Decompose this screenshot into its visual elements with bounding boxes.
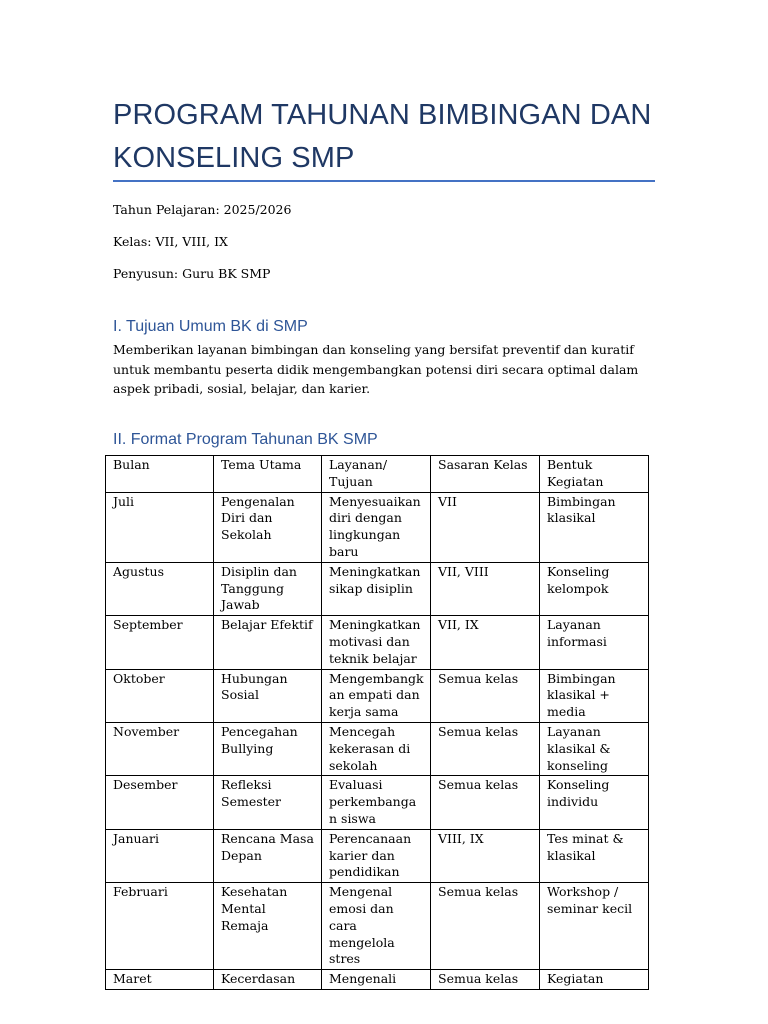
header-cell-sasaran: Sasaran Kelas <box>431 456 540 493</box>
table-cell-bentuk: Kegiatan <box>540 970 649 990</box>
table-cell-bulan: Juli <box>106 492 214 562</box>
table-cell-sasaran: Semua kelas <box>431 776 540 829</box>
header-cell-bentuk: Bentuk Kegiatan <box>540 456 649 493</box>
table-row <box>106 776 649 829</box>
table-cell-layanan: Mengenal emosi dan cara mengelola stres <box>322 883 431 970</box>
section-heading-format: II. Format Program Tahunan BK SMP <box>113 431 378 448</box>
table-row <box>106 492 649 562</box>
table-cell-bentuk: Workshop / seminar kecil <box>540 883 649 970</box>
table-cell-layanan: Menyesuaikan diri dengan lingkungan baru <box>322 492 431 562</box>
table-row <box>106 829 649 882</box>
table-row <box>106 669 649 722</box>
document-title: PROGRAM TAHUNAN BIMBINGAN DAN KONSELING SMP <box>113 99 652 174</box>
table-cell-sasaran: Semua kelas <box>431 883 540 970</box>
table-cell-layanan: Perencanaan karier dan pendidikan <box>322 829 431 882</box>
table-cell-tema: Kecerdasan <box>214 970 322 990</box>
table-cell-tema: Hubungan Sosial <box>214 669 322 722</box>
table-cell-layanan: Mengenali <box>322 970 431 990</box>
section-heading-tujuan: I. Tujuan Umum BK di SMP <box>113 318 308 335</box>
table-cell-bentuk: Konseling kelompok <box>540 562 649 615</box>
table-cell-bulan: Maret <box>106 970 214 990</box>
table-cell-bentuk: Bimbingan klasikal + media <box>540 669 649 722</box>
table-cell-sasaran: VII <box>431 492 540 562</box>
table-cell-bentuk: Layanan informasi <box>540 616 649 669</box>
title-underline <box>113 180 655 182</box>
table-cell-tema: Disiplin dan Tanggung Jawab <box>214 562 322 615</box>
table-cell-layanan: Mengembangkan empati dan kerja sama <box>322 669 431 722</box>
table-row <box>106 562 649 615</box>
table-cell-sasaran: VII, VIII <box>431 562 540 615</box>
table-header-row <box>106 456 649 493</box>
table-cell-bentuk: Konseling individu <box>540 776 649 829</box>
table-cell-tema: Kesehatan Mental Remaja <box>214 883 322 970</box>
table-cell-bentuk: Layanan klasikal & konseling <box>540 722 649 775</box>
table-cell-layanan: Meningkatkan motivasi dan teknik belajar <box>322 616 431 669</box>
table-cell-tema: Belajar Efektif <box>214 616 322 669</box>
table-cell-layanan: Mencegah kekerasan di sekolah <box>322 722 431 775</box>
table-cell-sasaran: VIII, IX <box>431 829 540 882</box>
table-cell-bulan: November <box>106 722 214 775</box>
table-cell-sasaran: Semua kelas <box>431 669 540 722</box>
table-row <box>106 883 649 970</box>
table-cell-bulan: Agustus <box>106 562 214 615</box>
table-cell-layanan: Meningkatkan sikap disiplin <box>322 562 431 615</box>
meta-tahun-pelajaran: Tahun Pelajaran: 2025/2026 <box>113 202 292 217</box>
table-cell-sasaran: Semua kelas <box>431 970 540 990</box>
table-cell-bulan: Januari <box>106 829 214 882</box>
table-cell-tema: Refleksi Semester <box>214 776 322 829</box>
program-table-container <box>105 455 649 990</box>
table-cell-bulan: Februari <box>106 883 214 970</box>
table-cell-tema: Rencana Masa Depan <box>214 829 322 882</box>
table-cell-tema: Pencegahan Bullying <box>214 722 322 775</box>
table-cell-sasaran: VII, IX <box>431 616 540 669</box>
table-row <box>106 722 649 775</box>
table-cell-tema: Pengenalan Diri dan Sekolah <box>214 492 322 562</box>
table-cell-bentuk: Tes minat & klasikal <box>540 829 649 882</box>
meta-penyusun: Penyusun: Guru BK SMP <box>113 266 271 281</box>
table-cell-bulan: Oktober <box>106 669 214 722</box>
table-cell-bulan: September <box>106 616 214 669</box>
table-cell-bulan: Desember <box>106 776 214 829</box>
header-cell-tema: Tema Utama <box>214 456 322 493</box>
table-cell-layanan: Evaluasi perkembangan siswa <box>322 776 431 829</box>
section-body-tujuan: Memberikan layanan bimbingan dan konseling yang bersifat preventif dan kuratif untuk membantu peserta didik mengembangkan potensi diri secara optimal dalam aspek pribadi, sosial, belajar, dan karier. <box>113 342 639 396</box>
header-cell-layanan: Layanan/ Tujuan <box>322 456 431 493</box>
header-cell-bulan: Bulan <box>106 456 214 493</box>
table-row <box>106 616 649 669</box>
table-cell-bentuk: Bimbingan klasikal <box>540 492 649 562</box>
table-row <box>106 970 649 990</box>
meta-kelas: Kelas: VII, VIII, IX <box>113 234 228 249</box>
program-table <box>105 455 649 990</box>
table-cell-sasaran: Semua kelas <box>431 722 540 775</box>
